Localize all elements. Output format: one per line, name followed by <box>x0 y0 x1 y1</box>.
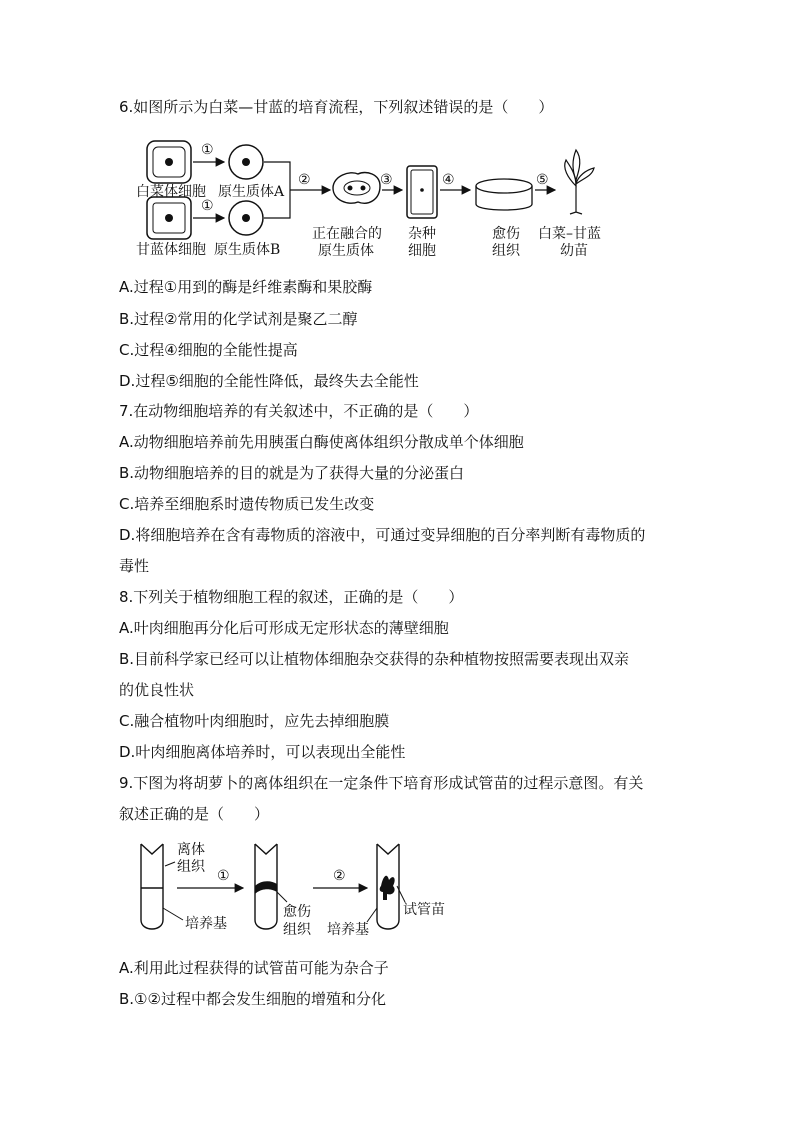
q8-option-a: A.叶肉细胞再分化后可形成无定形状态的薄壁细胞 <box>119 619 449 637</box>
seedling-label-2: 幼苗 <box>560 243 588 259</box>
step-4-label: ④ <box>442 172 455 188</box>
q9-step-2: ② <box>333 868 346 884</box>
q8-option-b: B.目前科学家已经可以让植物体细胞杂交获得的杂种植物按照需要表现出双亲 <box>119 650 630 668</box>
test-tube-1 <box>141 844 163 929</box>
protoplast-a <box>229 145 263 179</box>
q8-stem: 8.下列关于植物细胞工程的叙述，正确的是（ ） <box>119 588 464 606</box>
callus-label-2: 组织 <box>283 922 311 938</box>
q7-option-b: B.动物细胞培养的目的就是为了获得大量的分泌蛋白 <box>119 464 465 482</box>
protoplast-b-label: 原生质体B <box>214 242 281 258</box>
q8-option-d: D.叶肉细胞离体培养时，可以表现出全能性 <box>119 743 406 761</box>
q7-option-d-cont: 毒性 <box>119 557 150 575</box>
seedling-icon <box>565 150 594 214</box>
tissue-label-2: 组织 <box>177 859 205 875</box>
kale-cell <box>147 197 191 239</box>
q9-stem-cont: 叙述正确的是（ ） <box>119 805 270 823</box>
q6-option-b: B.过程②常用的化学试剂是聚乙二醇 <box>119 310 358 328</box>
q9-diagram <box>135 836 475 946</box>
fusing-label-2: 原生质体 <box>318 243 374 259</box>
fusing-protoplasts <box>333 173 380 204</box>
hybrid-cell <box>407 166 437 218</box>
callus-label-1: 愈伤 <box>492 226 520 242</box>
callus-label-1: 愈伤 <box>283 904 311 920</box>
step-2-label: ② <box>298 172 311 188</box>
medium-label-1: 培养基 <box>185 916 227 932</box>
hybrid-label-1: 杂种 <box>408 226 436 242</box>
q7-option-c: C.培养至细胞系时遗传物质已发生改变 <box>119 495 375 513</box>
seedling-label-1: 白菜–甘蓝 <box>538 226 601 242</box>
step-1a-label: ① <box>201 142 214 158</box>
protoplast-b <box>229 201 263 235</box>
q9-stem: 9.下图为将胡萝卜的离体组织在一定条件下培育形成试管苗的过程示意图。有关 <box>119 774 644 792</box>
q6-option-c: C.过程④细胞的全能性提高 <box>119 341 298 359</box>
q7-option-d: D.将细胞培养在含有毒物质的溶液中，可通过变异细胞的百分率判断有毒物质的 <box>119 526 646 544</box>
callus-dish <box>476 179 532 210</box>
q9-option-a: A.利用此过程获得的试管苗可能为杂合子 <box>119 959 389 977</box>
q7-option-a: A.动物细胞培养前先用胰蛋白酶使离体组织分散成单个体细胞 <box>119 433 524 451</box>
q6-diagram <box>130 138 610 263</box>
step-3-label: ③ <box>380 172 393 188</box>
callus-label-2: 组织 <box>492 243 520 259</box>
q8-option-b-cont: 的优良性状 <box>119 681 195 699</box>
medium-label-2: 培养基 <box>327 922 369 938</box>
step-1b-label: ① <box>201 198 214 214</box>
cabbage-cell-label: 白菜体细胞 <box>136 184 206 200</box>
callus-mass <box>255 881 277 894</box>
q6-option-d: D.过程⑤细胞的全能性降低，最终失去全能性 <box>119 372 419 390</box>
protoplast-a-label: 原生质体A <box>218 184 285 200</box>
fusing-label-1: 正在融合的 <box>312 226 382 242</box>
hybrid-label-2: 细胞 <box>408 243 436 259</box>
q9-step-1: ① <box>217 868 230 884</box>
q6-stem: 6.如图所示为白菜—甘蓝的培育流程，下列叙述错误的是（ ） <box>119 98 554 116</box>
kale-cell-label: 甘蓝体细胞 <box>136 242 206 258</box>
cabbage-cell <box>147 141 191 183</box>
tissue-label-1: 离体 <box>177 842 205 858</box>
step-5-label: ⑤ <box>536 172 549 188</box>
q7-stem: 7.在动物细胞培养的有关叙述中，不正确的是（ ） <box>119 402 479 420</box>
q8-option-c: C.融合植物叶肉细胞时，应先去掉细胞膜 <box>119 712 390 730</box>
q9-option-b: B.①②过程中都会发生细胞的增殖和分化 <box>119 990 386 1008</box>
plantlet-label: 试管苗 <box>403 902 445 918</box>
plantlet-icon <box>380 876 395 900</box>
q6-option-a: A.过程①用到的酶是纤维素酶和果胶酶 <box>119 278 373 296</box>
